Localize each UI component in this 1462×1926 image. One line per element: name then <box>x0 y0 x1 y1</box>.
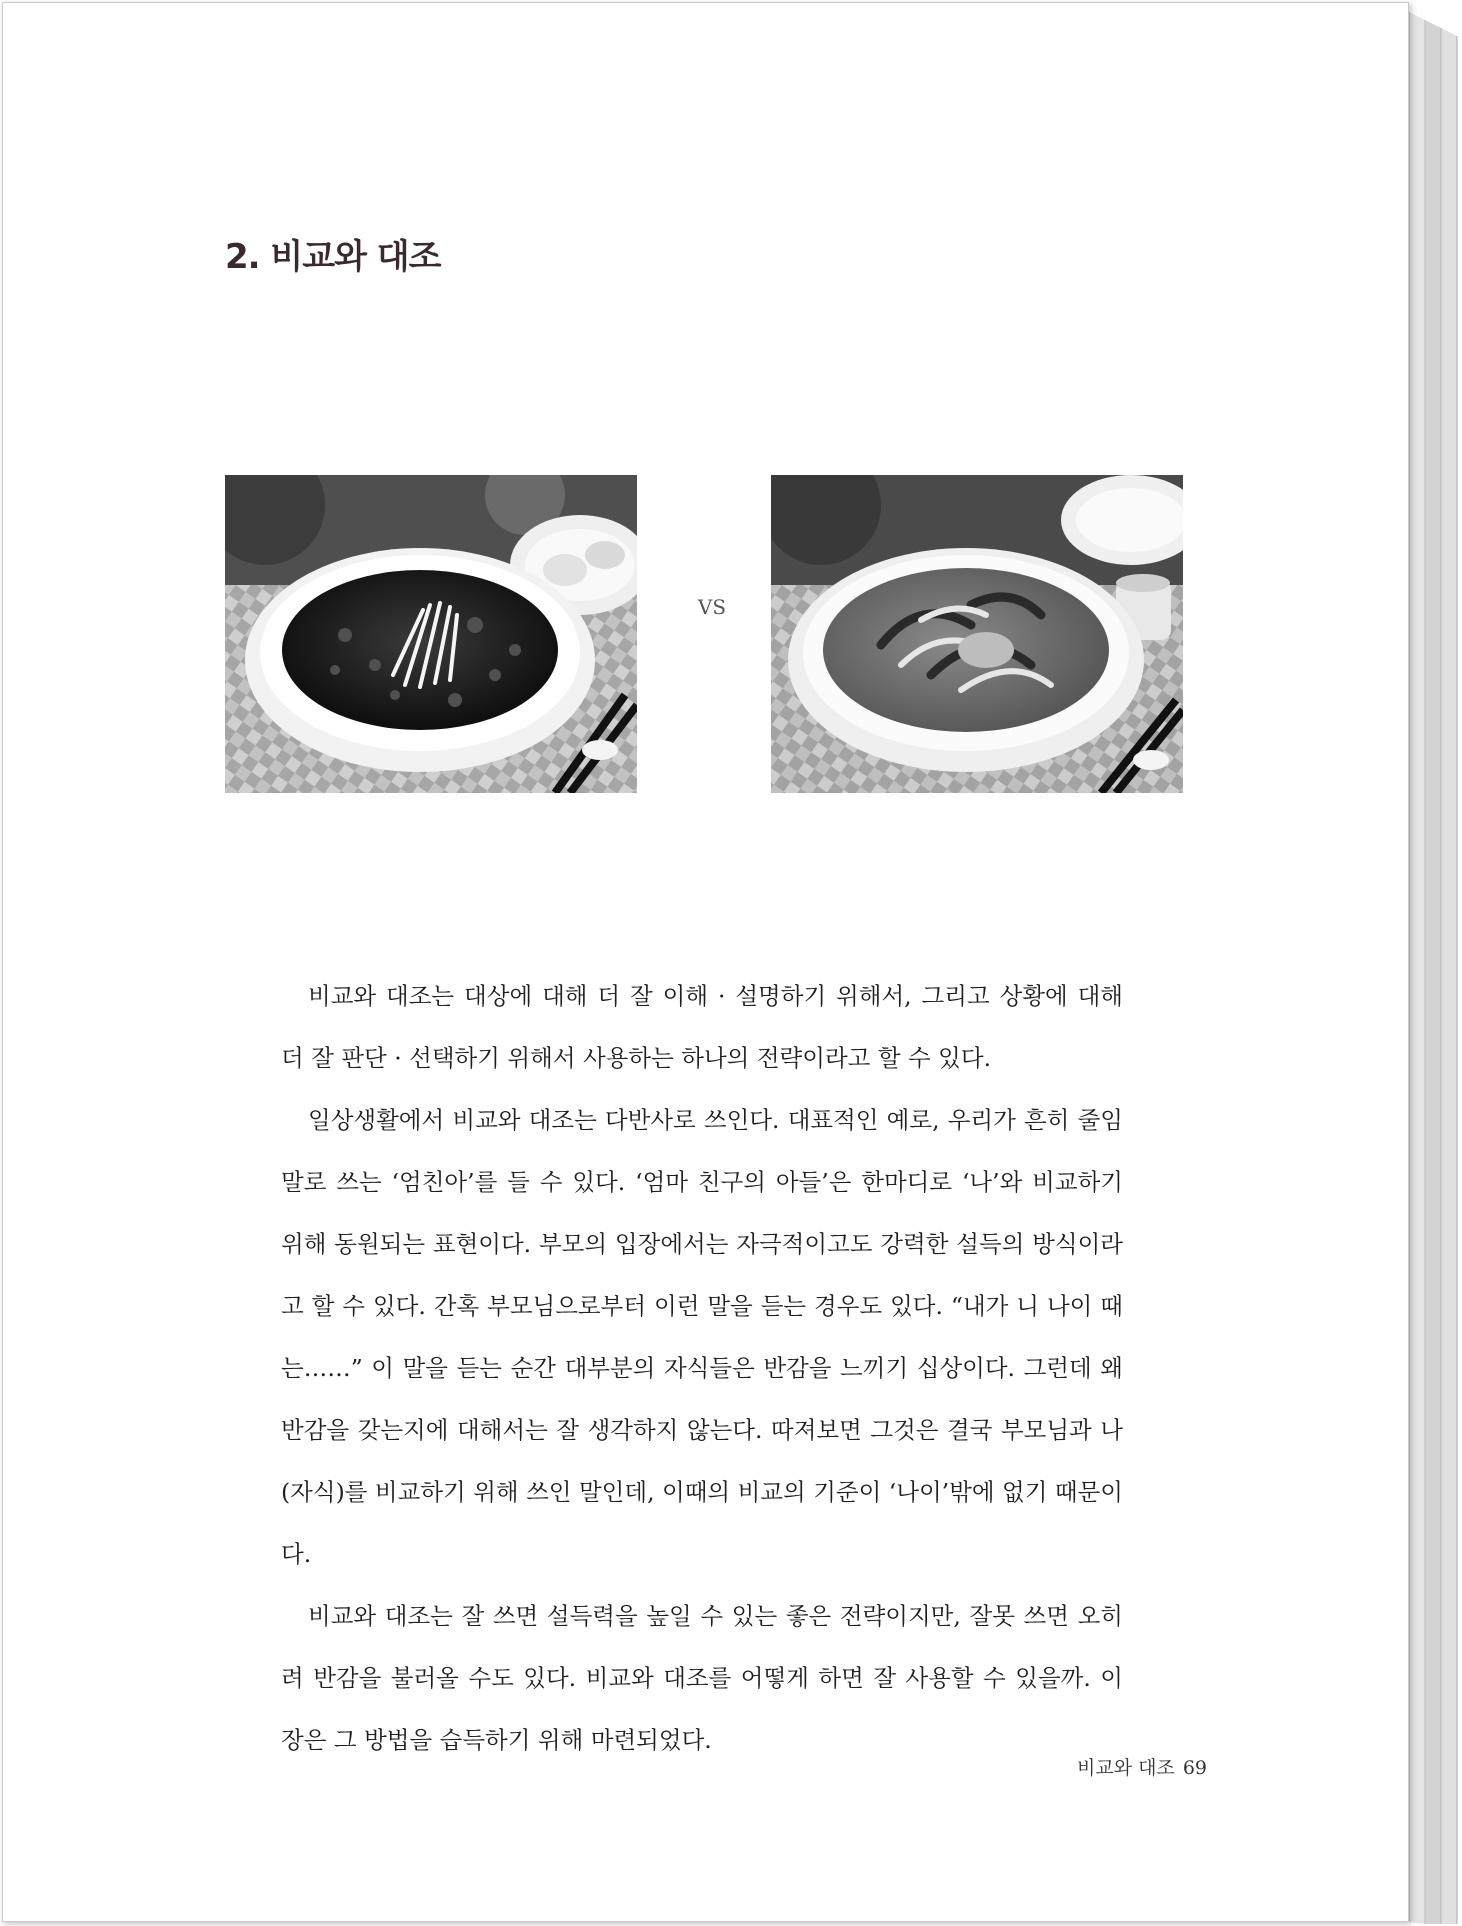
paragraph-1: 비교와 대조는 대상에 대해 더 잘 이해 · 설명하기 위해서, 그리고 상황에 대해 더 잘 판단 · 선택하기 위해서 사용하는 하나의 전략이라고 할 수 있다. <box>281 982 1123 1072</box>
vs-label: VS <box>697 595 727 619</box>
body-text <box>281 965 1123 1771</box>
paragraph-3: 비교와 대조는 잘 쓰면 설득력을 높일 수 있는 좋은 전략이지만, 잘못 쓰면 오히려 반감을 불러올 수도 있다. 비교와 대조를 어떻게 하면 잘 사용할 수 있을까. 이 장은 그 방법을 습득하기 위해 마련되었다. <box>281 1602 1123 1754</box>
spicy-seafood-noodle-soup-photo <box>771 475 1183 793</box>
book-page <box>2 2 1409 1922</box>
page-footer <box>1027 1753 1207 1780</box>
running-title: 비교와 대조 <box>1077 1757 1175 1779</box>
section-heading: 2. 비교와 대조 <box>225 237 441 277</box>
page-number: 69 <box>1182 1757 1207 1779</box>
black-bean-noodles-photo <box>225 475 637 793</box>
paragraph-2: 일상생활에서 비교와 대조는 다반사로 쓰인다. 대표적인 예로, 우리가 흔히 줄임말로 쓰는 ‘엄친아’를 들 수 있다. ‘엄마 친구의 아들’은 한마디로 ‘나’와 비교하기 위해 동원되는 표현이다. 부모의 입장에서는 자극적이고도 강력한 설득의 방식이라고 할 수 있다. 간혹 부모님으로부터 이런 말을 듣는 경우도 있다. “내가 니 나이 때는……” 이 말을 듣는 순간 대부분의 자식들은 반감을 느끼기 십상이다. 그런데 왜 반감을 갖는지에 대해서는 잘 생각하지 않는다. 따져보면 그것은 결국 부모님과 나(자식)를 비교하기 위해 쓰인 말인데, 이때의 비교의 기준이 ‘나이’밖에 없기 때문이다. <box>281 1106 1123 1568</box>
